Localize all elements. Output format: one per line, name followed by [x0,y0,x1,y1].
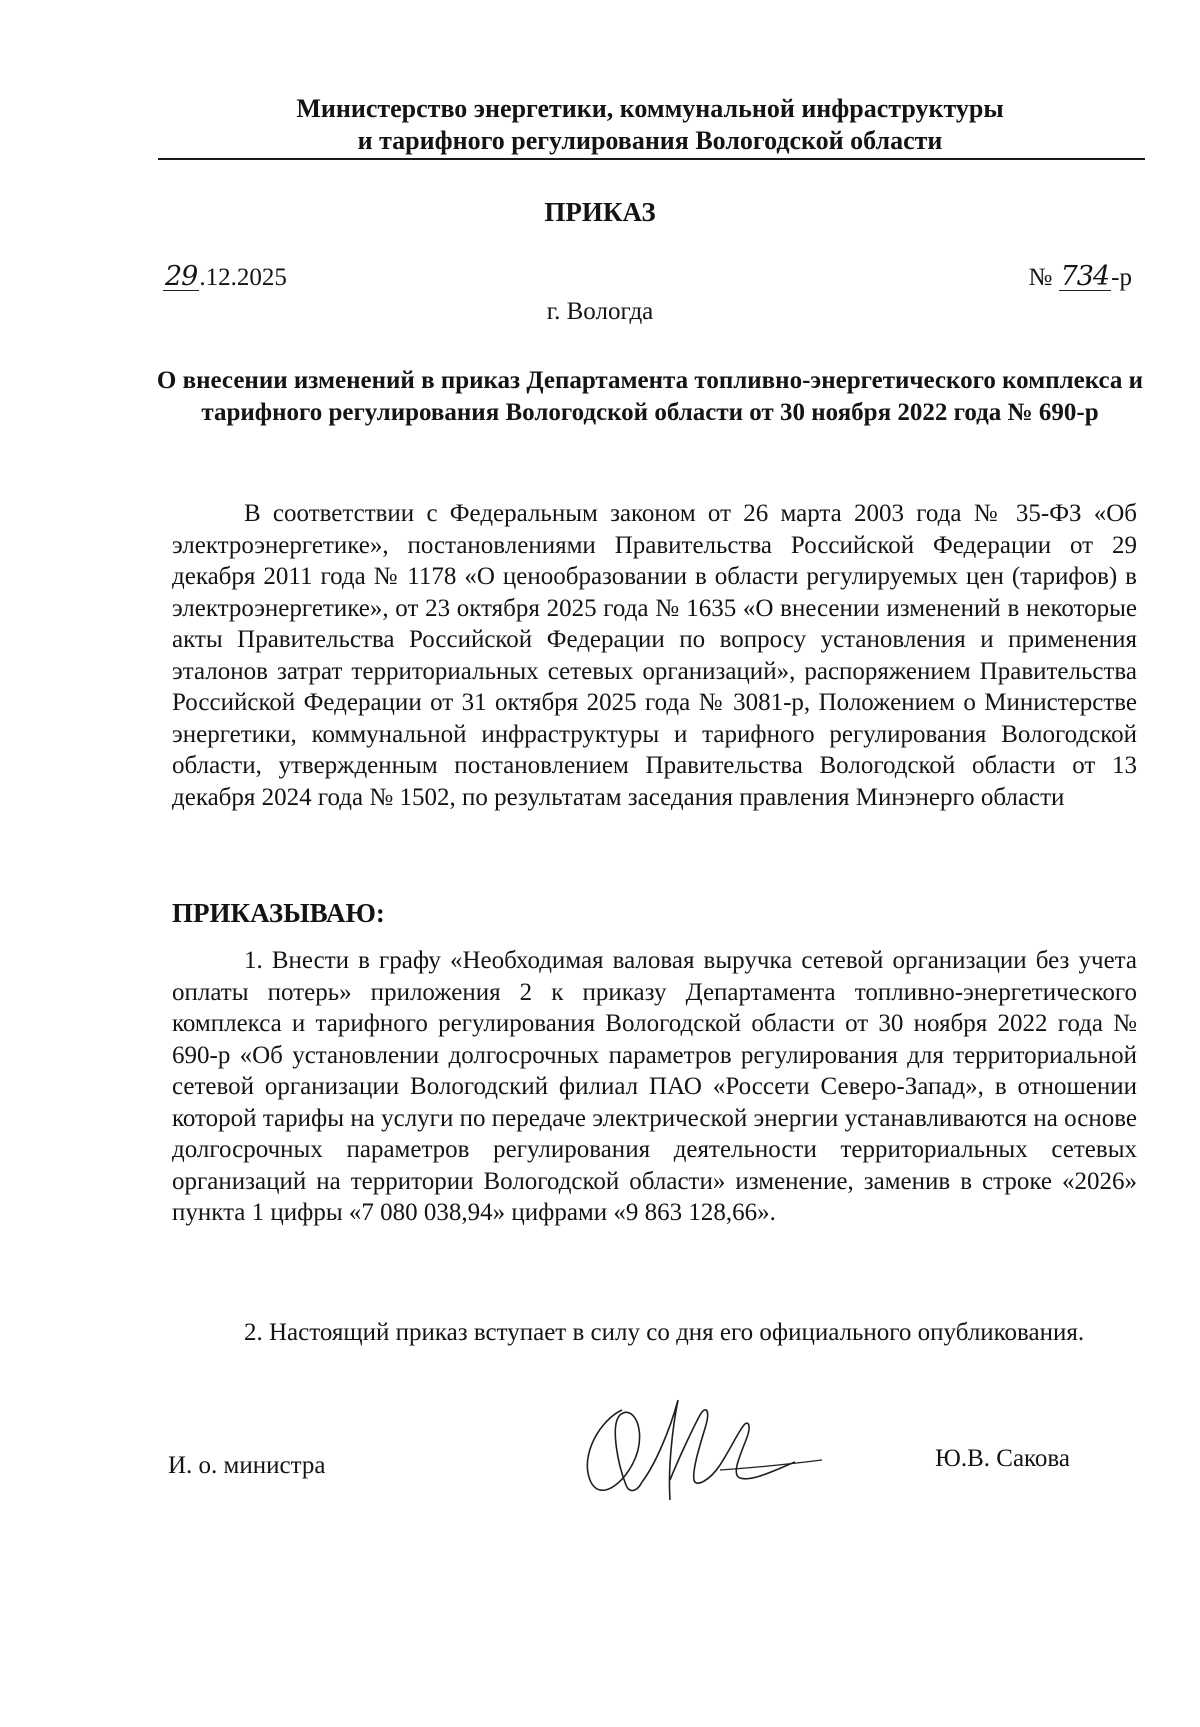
ministry-header-line-1: Министерство энергетики, коммунальной инфраструктуры [296,94,1004,123]
handwritten-number: 734 [1060,261,1110,292]
order-word: ПРИКАЗЫВАЮ: [172,898,385,928]
ministry-header-line-2: и тарифного регулирования Вологодской области [357,126,943,155]
document-type: ПРИКАЗ [544,197,656,227]
document-date [163,261,287,292]
date-rest: .12.2025 [199,264,287,291]
header-divider [158,158,1145,160]
document-title: О внесении изменений в приказ Департамента топливно-энергетического комплекса и тарифного регулирования Вологодской области от 30 ноября 2022 года № 690-р [156,367,1144,426]
document-number [1028,261,1132,292]
handwritten-signature [560,1370,850,1515]
order-item-1: 1. Внести в графу «Необходимая валовая выручка сетевой организации без учета оплаты потерь» приложения 2 к приказу Департамента топливно-энергетического комплекса и тарифного регулирования Вологодской области от 30 ноября 2022 года № 690-р «Об установлении долгосрочных параметров регулирования для территориальной сетевой организации Вологодский филиал ПАО «Россети Северо-Запад», в отношении которой тарифы на услуги по передаче электрической энергии устанавливаются на основе долгосрочных параметров регулирования деятельности территориальных сетевых организаций на территории Вологодской области» изменение, заменив в строке «2026» пункта 1 цифры «7 080 038,94» цифрами «9 863 128,66». [172,947,1137,1226]
ministry-header [155,93,1145,157]
document-city: г. Вологда [546,298,654,325]
preamble-paragraph: В соответствии с Федеральным законом от 26 марта 2003 года № 35-ФЗ «Об электроэнергетике», постановлениями Правительства Российской Федерации от 29 декабря 2011 года № 1178 «О ценообразовании в области регулируемых цен (тарифов) в электроэнергетике», от 23 октября 2025 года № 1635 «О внесении изменений в некоторые акты Правительства Российской Федерации по вопросу установления и применения эталонов затрат территориальных сетевых организаций», распоряжением Правительства Российской Федерации от 31 октября 2025 года № 3081-р, Положением о Министерстве энергетики, коммунальной инфраструктуры и тарифного регулирования Вологодской области, утвержденным постановлением Правительства Вологодской области от 13 декабря 2024 года № 1502, по результатам заседания правления Минэнерго области [172,500,1137,811]
handwritten-date-day: 29 [165,261,198,292]
signer-name: Ю.В. Сакова [935,1445,1070,1472]
signatory-position: И. о. министра [168,1452,326,1479]
number-suffix: -р [1111,264,1132,291]
order-item-2: 2. Настоящий приказ вступает в силу со дня его официального опубликования. [244,1319,1085,1346]
number-prefix: № [1028,264,1059,291]
